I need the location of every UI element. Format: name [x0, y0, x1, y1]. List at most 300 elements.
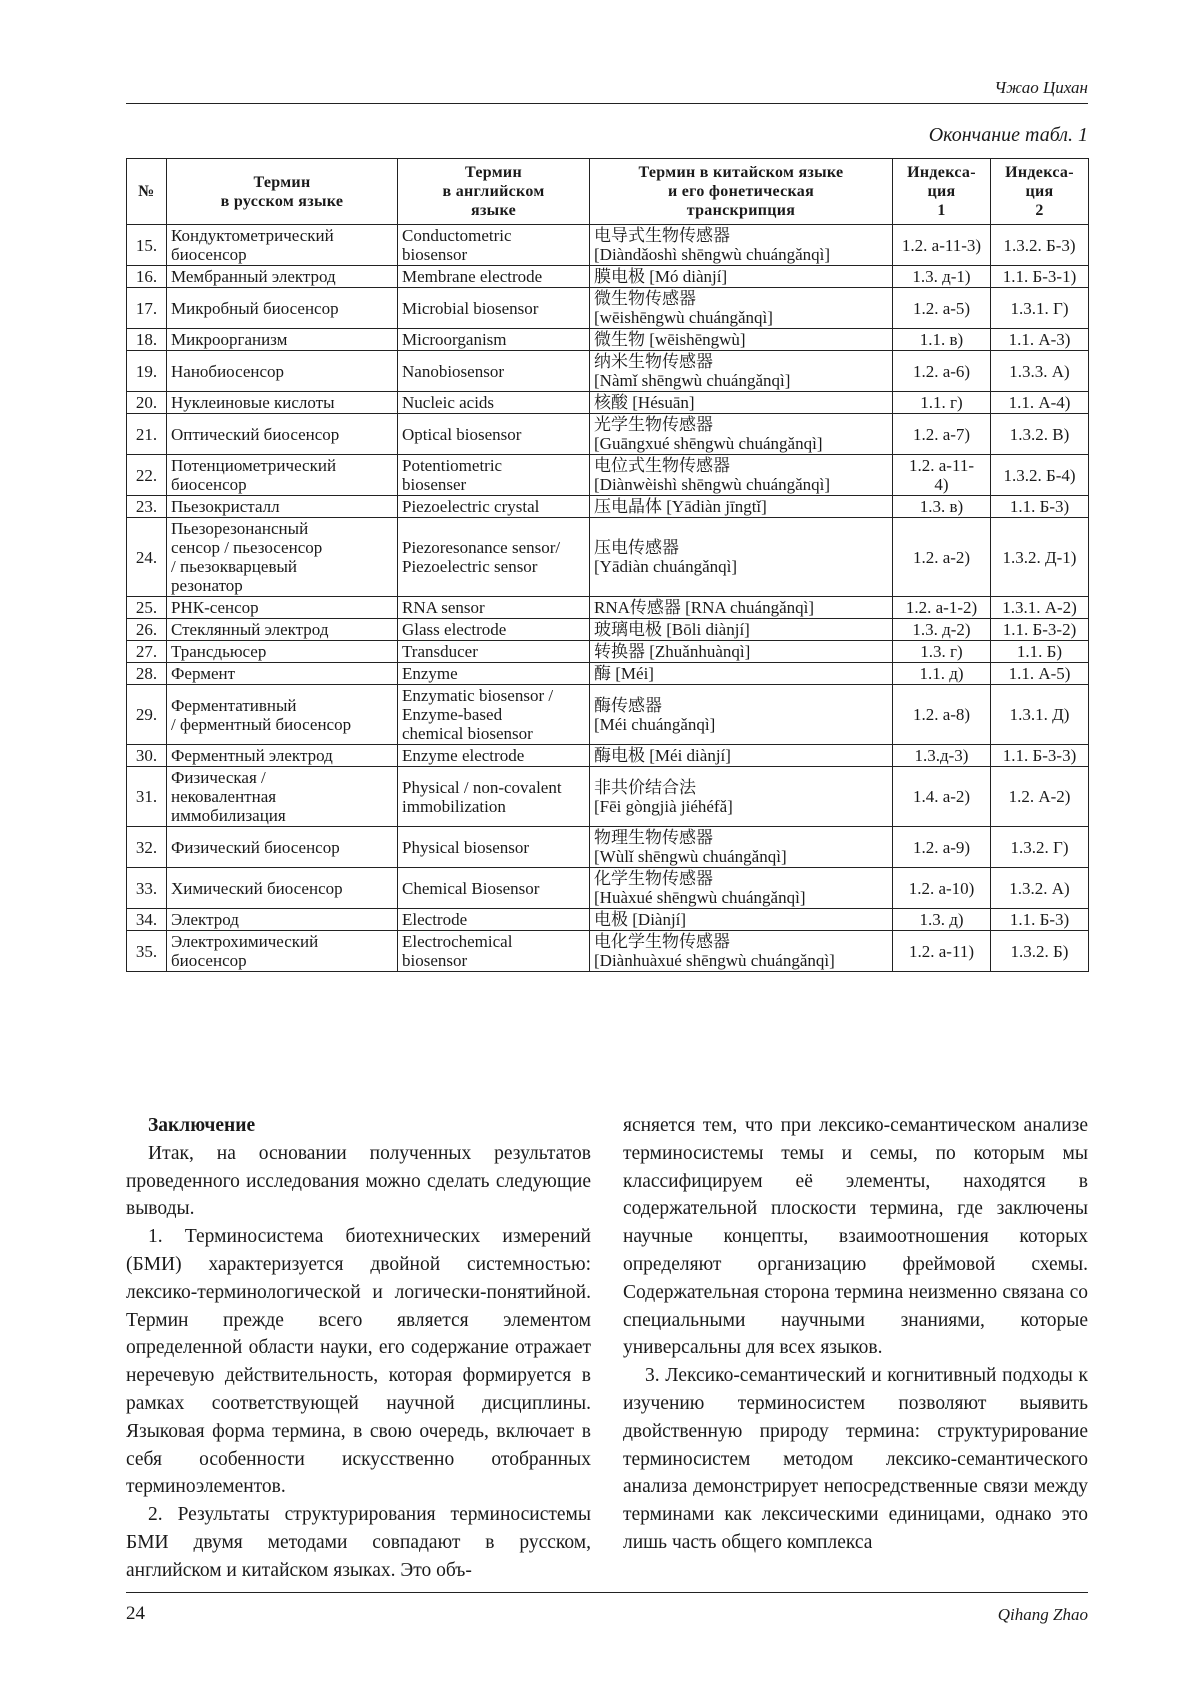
cell-line: 1.3.2. Б): [1010, 941, 1069, 961]
term-en: [398, 767, 590, 827]
term-zh: [590, 745, 893, 767]
cell-line: 微生物传感器: [594, 289, 696, 308]
header-index-2: [991, 159, 1089, 225]
cell-line: 1.1. А-3): [1008, 330, 1071, 349]
row-number: 32.: [127, 827, 167, 868]
cell-line: 1.2. а-1-2): [905, 598, 978, 617]
cell-line: 酶电极 [Méi diànjí]: [594, 746, 731, 765]
cell-line: Ферментный электрод: [171, 746, 333, 765]
index-2: [991, 225, 1089, 266]
cell-line: 1.3. г): [920, 642, 963, 661]
term-zh: [590, 663, 893, 685]
cell-line: Пьезокристалл: [171, 497, 280, 516]
cell-line: 酶 [Méi]: [594, 664, 654, 683]
cell-line: 1.3.2. Д-1): [1002, 547, 1077, 567]
term-zh: [590, 414, 893, 455]
cell-line: 1.3.3. А): [1009, 361, 1070, 381]
cell-line: [Diàndǎoshì shēngwù chuángǎnqì]: [594, 245, 831, 264]
term-en: [398, 455, 590, 496]
term-ru: [167, 518, 398, 597]
term-en: [398, 266, 590, 288]
index-2: [991, 909, 1089, 931]
term-zh: [590, 225, 893, 266]
cell-line: 电极 [Diànjí]: [594, 910, 687, 929]
row-number: 25.: [127, 597, 167, 619]
term-en: [398, 392, 590, 414]
header-term-en: [398, 159, 590, 225]
index-2: [991, 351, 1089, 392]
index-1: [893, 909, 991, 931]
term-zh: [590, 767, 893, 827]
paragraph: Итак, на основании полученных результатов проведенного исследования можно сделать следующие выводы.: [126, 1142, 591, 1220]
term-en: [398, 288, 590, 329]
term-en: [398, 909, 590, 931]
cell-line: [Nàmǐ shēngwù chuángǎnqì]: [594, 371, 791, 390]
term-ru: [167, 266, 398, 288]
cell-line: 1.2. а-9): [912, 837, 971, 857]
table-row: [127, 931, 1089, 972]
cell-line: 核酸 [Hésuān]: [594, 393, 695, 412]
cell-line: 1.2. а-8): [912, 705, 971, 724]
cell-line: Optical biosensor: [402, 424, 522, 444]
term-ru: [167, 455, 398, 496]
term-ru: [167, 496, 398, 518]
term-zh: [590, 351, 893, 392]
cell-line: Enzyme electrode: [402, 746, 525, 765]
header-line: ция: [927, 183, 956, 200]
cell-line: Membrane electrode: [402, 267, 543, 286]
index-2: [991, 288, 1089, 329]
table-row: [127, 266, 1089, 288]
cell-line: 非共价结合法: [594, 777, 696, 797]
cell-line: 纳米生物传感器: [594, 352, 713, 371]
cell-line: Electrochemical: [402, 932, 513, 951]
term-zh: [590, 288, 893, 329]
term-en: [398, 663, 590, 685]
cell-line: 1.3.2. Г): [1010, 837, 1069, 857]
terms-table: [126, 158, 1089, 972]
cell-line: 1.1. Б-3): [1009, 910, 1070, 929]
cell-line: 1.3.1. Д): [1009, 705, 1070, 724]
index-2: [991, 931, 1089, 972]
term-en: [398, 597, 590, 619]
term-ru: [167, 351, 398, 392]
index-2: [991, 663, 1089, 685]
cell-line: 1.2. а-11): [909, 941, 974, 961]
cell-line: Ферментативный: [171, 695, 297, 715]
index-1: [893, 329, 991, 351]
term-en: [398, 641, 590, 663]
index-1: [893, 641, 991, 663]
cell-line: 1.1. д): [919, 664, 964, 683]
index-1: [893, 392, 991, 414]
cell-line: 1.2. а-10): [908, 878, 975, 898]
table-row: [127, 619, 1089, 641]
header-line: 2: [1035, 202, 1044, 219]
term-ru: [167, 414, 398, 455]
cell-line: биосенсор: [171, 245, 247, 264]
cell-line: 光学生物传感器: [594, 415, 713, 434]
term-zh: [590, 266, 893, 288]
cell-line: biosensor: [402, 951, 468, 970]
paragraph: 1. Терминосистема биотехнических измерений (БМИ) характеризуется двойной системностью: лексико-терминологической и логически-понятийной. Термин прежде всего является элементом определенной области науки, его содержание отражает неречевую действительность, которая формируется в рамках соответствующей научной дисциплины. Языковая форма термина, в свою очередь, включает в себя особенности искусственно отобранных терминоэлементов.: [126, 1226, 591, 1498]
cell-line: 1.3. в): [919, 497, 964, 516]
term-zh: [590, 597, 893, 619]
term-ru: [167, 392, 398, 414]
row-number: 17.: [127, 288, 167, 329]
term-en: [398, 685, 590, 745]
term-en: [398, 827, 590, 868]
cell-line: 1.2. а-6): [912, 361, 971, 381]
index-1: [893, 414, 991, 455]
table-row: [127, 597, 1089, 619]
header-line: и его фонетическая: [667, 183, 815, 200]
cell-line: RNA sensor: [402, 598, 485, 617]
cell-line: 1.1. А-4): [1008, 393, 1071, 412]
cell-line: 1.3.2. А): [1009, 878, 1070, 898]
term-ru: [167, 641, 398, 663]
cell-line: 1.2. а-11-: [909, 456, 974, 475]
row-number: 26.: [127, 619, 167, 641]
term-en: [398, 868, 590, 909]
page-number: 24: [126, 1603, 145, 1624]
table-row: [127, 868, 1089, 909]
term-ru: [167, 329, 398, 351]
cell-line: [Yādiàn chuángǎnqì]: [594, 557, 738, 576]
section-title: Заключение: [148, 1115, 256, 1136]
row-number: 16.: [127, 266, 167, 288]
header-line: в английском: [442, 183, 545, 200]
header-line: Индекса-: [907, 164, 976, 181]
index-2: [991, 827, 1089, 868]
footer-rule: [126, 1592, 1088, 1593]
row-number: 31.: [127, 767, 167, 827]
running-footer-author: Qihang Zhao: [997, 1605, 1088, 1624]
header-rule: [126, 103, 1088, 104]
cell-line: 压电晶体 [Yādiàn jīngtǐ]: [594, 497, 767, 516]
term-en: [398, 351, 590, 392]
index-2: [991, 455, 1089, 496]
text-column-right: [623, 1112, 1088, 1557]
table-row: [127, 909, 1089, 931]
index-1: [893, 597, 991, 619]
text-column-left: [126, 1112, 591, 1585]
term-en: [398, 496, 590, 518]
cell-line: biosenser: [402, 475, 467, 494]
index-1: [893, 827, 991, 868]
cell-line: резонатор: [171, 576, 243, 595]
cell-line: 1.1. Б-3-1): [1002, 267, 1077, 286]
term-en: [398, 518, 590, 597]
term-ru: [167, 619, 398, 641]
term-ru: [167, 868, 398, 909]
term-zh: [590, 455, 893, 496]
cell-line: Enzyme-based: [402, 705, 503, 724]
term-en: [398, 745, 590, 767]
table-row: [127, 414, 1089, 455]
term-en: [398, 329, 590, 351]
header-term-ru: [167, 159, 398, 225]
cell-line: 1.2. а-11-3): [901, 235, 982, 255]
cell-line: 1.1. в): [919, 330, 964, 349]
cell-line: 1.1. А-5): [1008, 664, 1071, 683]
cell-line: 1.3. д): [919, 910, 964, 929]
row-number: 29.: [127, 685, 167, 745]
index-2: [991, 414, 1089, 455]
cell-line: Electrode: [402, 910, 468, 929]
index-1: [893, 868, 991, 909]
term-ru: [167, 827, 398, 868]
cell-line: 压电传感器: [594, 538, 679, 557]
cell-line: 1.1. Б-3): [1009, 497, 1070, 516]
term-ru: [167, 909, 398, 931]
term-en: [398, 414, 590, 455]
cell-line: Piezoelectric crystal: [402, 497, 540, 516]
cell-line: 1.2. а-2): [912, 547, 971, 567]
header-line: Индекса-: [1005, 164, 1074, 181]
cell-line: 1.3.2. Б-3): [1003, 235, 1076, 255]
term-ru: [167, 597, 398, 619]
row-number: 34.: [127, 909, 167, 931]
index-1: [893, 619, 991, 641]
cell-line: Enzyme: [402, 664, 458, 683]
index-2: [991, 518, 1089, 597]
row-number: 27.: [127, 641, 167, 663]
index-1: [893, 266, 991, 288]
cell-line: biosensor: [402, 245, 468, 264]
cell-line: 1.2. А-2): [1008, 787, 1071, 806]
cell-line: Мембранный электрод: [171, 267, 336, 286]
cell-line: Physical / non-covalent: [402, 777, 562, 797]
table-row: [127, 663, 1089, 685]
cell-line: Nanobiosensor: [402, 361, 504, 381]
paragraph: ясняется тем, что при лексико-семантическом анализе терминосистемы темы и семы, по которым мы классифицируем её элементы, находятся в содержательной плоскости термина, где заключены научные концепты, взаимоотношения которых определяют организацию фреймовой схемы. Содержательная сторона термина неизменно связана со специальными научными знаниями, которые универсальны для всех языков.: [623, 1115, 1088, 1359]
cell-line: Физическая /: [171, 768, 266, 787]
cell-line: 1.3. д-2): [912, 620, 971, 639]
cell-line: 电导式生物传感器: [594, 226, 730, 245]
index-2: [991, 685, 1089, 745]
row-number: 15.: [127, 225, 167, 266]
cell-line: [Diànhuàxué shēngwù chuángǎnqì]: [594, 951, 835, 970]
cell-line: 1.2. а-7): [912, 424, 971, 444]
term-zh: [590, 909, 893, 931]
row-number: 33.: [127, 868, 167, 909]
cell-line: биосенсор: [171, 475, 247, 494]
row-number: 30.: [127, 745, 167, 767]
term-zh: [590, 931, 893, 972]
index-1: [893, 663, 991, 685]
header-line: ция: [1025, 183, 1054, 200]
cell-line: Фермент: [171, 664, 236, 683]
cell-line: Трансдьюсер: [171, 642, 267, 661]
table-row: [127, 745, 1089, 767]
term-en: [398, 931, 590, 972]
term-zh: [590, 827, 893, 868]
index-1: [893, 496, 991, 518]
cell-line: Нуклеиновые кислоты: [171, 393, 335, 412]
cell-line: / ферментный биосенсор: [171, 714, 352, 734]
term-ru: [167, 685, 398, 745]
index-2: [991, 745, 1089, 767]
cell-line: нековалентная: [171, 787, 277, 806]
running-header-author: Чжао Цихан: [994, 78, 1088, 97]
term-zh: [590, 392, 893, 414]
table-row: [127, 392, 1089, 414]
cell-line: 化学生物传感器: [594, 869, 713, 888]
term-zh: [590, 329, 893, 351]
term-zh: [590, 619, 893, 641]
table-row: [127, 641, 1089, 663]
index-1: [893, 351, 991, 392]
index-2: [991, 392, 1089, 414]
term-ru: [167, 288, 398, 329]
header-line: языке: [471, 202, 516, 219]
cell-line: 1.3.2. В): [1009, 424, 1070, 444]
term-ru: [167, 663, 398, 685]
table-row: [127, 351, 1089, 392]
table-body: [127, 225, 1089, 972]
table-row: [127, 329, 1089, 351]
cell-line: [Guāngxué shēngwù chuángǎnqì]: [594, 434, 823, 453]
index-1: [893, 518, 991, 597]
cell-line: Кондуктометрический: [171, 226, 334, 245]
term-ru: [167, 767, 398, 827]
cell-line: Электрод: [171, 910, 239, 929]
cell-line: РНК-сенсор: [171, 598, 259, 617]
header-term-zh: [590, 159, 893, 225]
cell-line: сенсор / пьезосенсор: [171, 538, 323, 557]
header-index-1: [893, 159, 991, 225]
cell-line: 1.4. а-2): [912, 787, 971, 806]
cell-line: Электрохимический: [171, 932, 319, 951]
term-zh: [590, 685, 893, 745]
table-caption: Окончание табл. 1: [928, 124, 1088, 146]
index-1: [893, 685, 991, 745]
cell-line: 微生物 [wēishēngwù]: [594, 330, 746, 349]
row-number: 21.: [127, 414, 167, 455]
table-header-row: [127, 159, 1089, 225]
cell-line: 电化学生物传感器: [594, 932, 730, 951]
row-number: 24.: [127, 518, 167, 597]
cell-line: 1.3.2. Б-4): [1003, 465, 1076, 485]
cell-line: Chemical Biosensor: [402, 878, 540, 898]
cell-line: Enzymatic biosensor /: [402, 686, 554, 705]
cell-line: 1.1. Б-3-2): [1002, 620, 1077, 639]
row-number: 28.: [127, 663, 167, 685]
cell-line: Piezoelectric sensor: [402, 557, 538, 576]
cell-line: Nucleic acids: [402, 393, 495, 412]
cell-line: Physical biosensor: [402, 837, 530, 857]
paragraph: 2. Результаты структурирования терминосистемы БМИ двумя методами совпадают в русском, английском и китайском языках. Это объ-: [126, 1504, 591, 1581]
index-2: [991, 496, 1089, 518]
cell-line: [Diànwèishì shēngwù chuángǎnqì]: [594, 475, 831, 494]
cell-line: 膜电极 [Mó diànjí]: [594, 267, 728, 286]
cell-line: [Fēi gòngjià jiéhéfǎ]: [594, 796, 733, 816]
header-num: [127, 159, 167, 225]
cell-line: 1.3.1. Г): [1010, 298, 1069, 318]
index-2: [991, 868, 1089, 909]
cell-line: / пьезокварцевый: [171, 557, 297, 576]
index-1: [893, 767, 991, 827]
term-ru: [167, 745, 398, 767]
cell-line: 玻璃电极 [Bōli diànjí]: [594, 620, 750, 639]
cell-line: 1.1. г): [920, 393, 963, 412]
index-1: [893, 931, 991, 972]
cell-line: [wēishēngwù chuángǎnqì]: [594, 308, 773, 327]
table-row: [127, 685, 1089, 745]
cell-line: биосенсор: [171, 951, 247, 970]
index-2: [991, 641, 1089, 663]
table-row: [127, 767, 1089, 827]
paragraph: 3. Лексико-семантический и когнитивный подходы к изучению терминосистем позволяют выявить двойственную природу термина: структурирование терминосистем методом лексико-семантического анализа демонстрирует непосредственные связи между терминами как лексическими единицами, однако это лишь часть общего комплекса: [623, 1365, 1088, 1553]
index-2: [991, 266, 1089, 288]
header-line: Термин в китайском языке: [638, 164, 844, 181]
term-ru: [167, 225, 398, 266]
cell-line: immobilization: [402, 796, 506, 816]
index-2: [991, 329, 1089, 351]
table-row: [127, 827, 1089, 868]
table-row: [127, 496, 1089, 518]
header-line: в русском языке: [220, 192, 344, 210]
index-1: [893, 288, 991, 329]
row-number: 19.: [127, 351, 167, 392]
index-1: [893, 455, 991, 496]
row-number: 18.: [127, 329, 167, 351]
term-en: [398, 225, 590, 266]
cell-line: 1.1. Б-3-3): [1002, 746, 1077, 765]
index-1: [893, 225, 991, 266]
term-ru: [167, 931, 398, 972]
table-row: [127, 455, 1089, 496]
cell-line: Conductometric: [402, 226, 512, 245]
row-number: 22.: [127, 455, 167, 496]
cell-line: 4): [934, 475, 949, 494]
term-zh: [590, 496, 893, 518]
cell-line: Piezoresonance sensor/: [402, 538, 561, 557]
cell-line: Микроорганизм: [171, 330, 288, 349]
cell-line: Микробный биосенсор: [171, 298, 339, 318]
index-2: [991, 597, 1089, 619]
table-row: [127, 288, 1089, 329]
table-row: [127, 225, 1089, 266]
cell-line: Нанобиосенсор: [171, 361, 285, 381]
header-line: транскрипция: [686, 202, 796, 219]
cell-line: Microbial biosensor: [402, 298, 539, 318]
term-en: [398, 619, 590, 641]
term-zh: [590, 518, 893, 597]
cell-line: 物理生物传感器: [594, 828, 713, 847]
cell-line: 1.3.1. А-2): [1002, 598, 1077, 617]
row-number: 23.: [127, 496, 167, 518]
cell-line: Potentiometric: [402, 456, 503, 475]
header-line: 1: [937, 202, 946, 219]
cell-line: Transducer: [402, 642, 478, 661]
cell-line: Оптический биосенсор: [171, 424, 340, 444]
row-number: 20.: [127, 392, 167, 414]
cell-line: 1.1. Б): [1016, 642, 1063, 661]
table-row: [127, 518, 1089, 597]
cell-line: 转换器 [Zhuǎnhuànqì]: [594, 642, 751, 661]
cell-line: Пьезорезонансный: [171, 519, 309, 538]
cell-line: Потенциометрический: [171, 456, 337, 475]
cell-line: chemical biosensor: [402, 724, 533, 743]
index-1: [893, 745, 991, 767]
header-line: Термин: [465, 164, 522, 181]
cell-line: 1.2. а-5): [912, 298, 971, 318]
cell-line: Glass electrode: [402, 620, 507, 639]
cell-line: [Méi chuángǎnqì]: [594, 714, 716, 734]
cell-line: 酶传感器: [594, 695, 662, 715]
